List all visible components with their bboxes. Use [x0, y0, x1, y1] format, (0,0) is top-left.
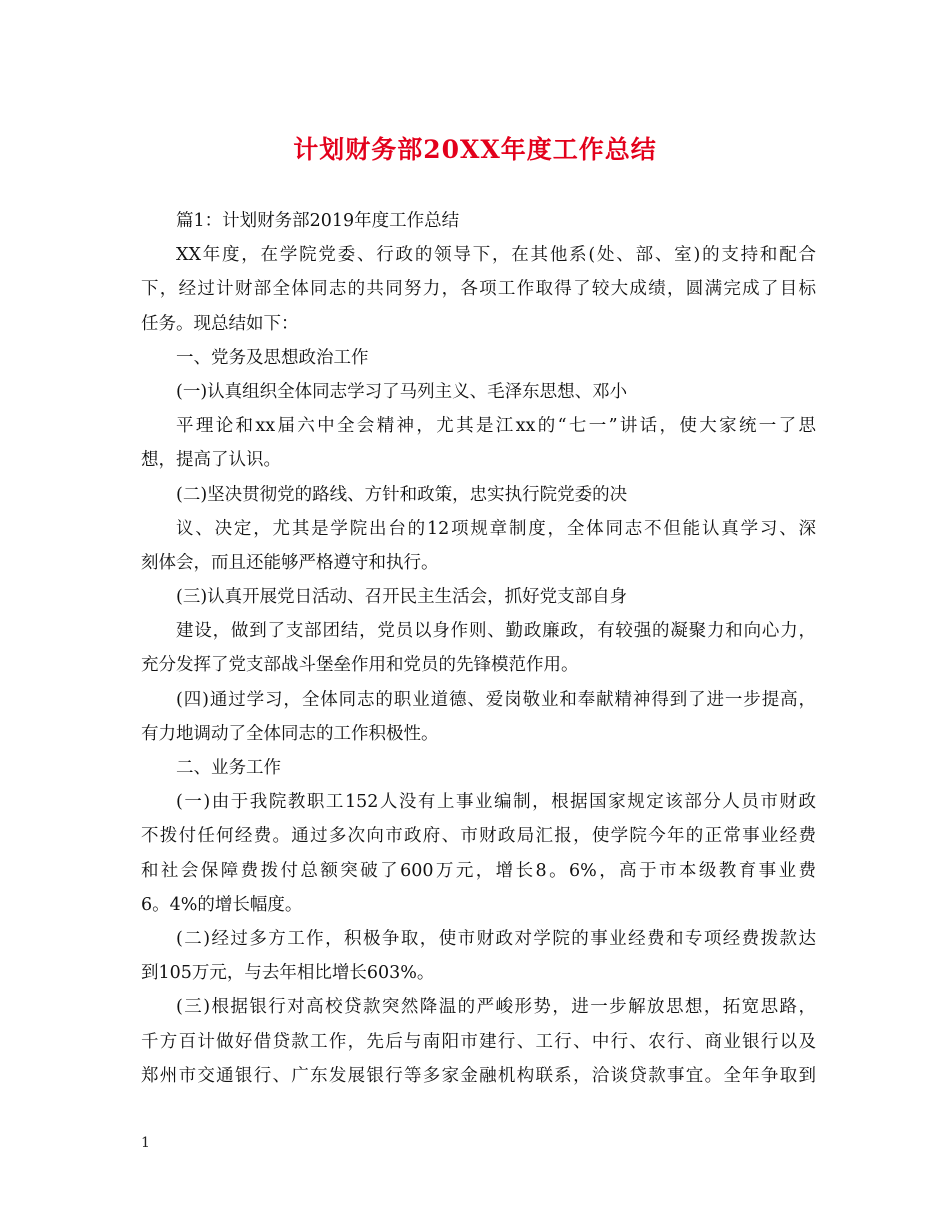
text-line: XX年度，在学院党委、行政的领导下，在其他系(处、部、室)的支持和配合	[176, 245, 816, 266]
text-line: 和社会保障费拨付总额突破了600万元，增长8。6%，高于市本级教育事业费	[141, 860, 816, 881]
text-line: (一)认真组织全体同志学习了马列主义、毛泽东思想、邓小	[176, 381, 628, 402]
text-line: 刻体会，而且还能够严格遵守和执行。	[141, 552, 439, 573]
text-line: 任务。现总结如下：	[141, 313, 299, 334]
text-line: 有力地调动了全体同志的工作积极性。	[141, 723, 439, 744]
text-line: 想，提高了认识。	[141, 450, 281, 471]
text-line: (四)通过学习，全体同志的职业道德、爱岗敬业和奉献精神得到了进一步提高，	[176, 689, 816, 710]
text-line: (三)根据银行对高校贷款突然降温的严峻形势，进一步解放思想，拓宽思路，	[176, 997, 816, 1018]
text-line: 6。4%的增长幅度。	[141, 894, 303, 915]
text-line: (二)坚决贯彻党的路线、方针和政策，忠实执行院党委的决	[176, 484, 628, 505]
text-line: 到105万元，与去年相比增长603%。	[141, 963, 435, 984]
section-heading: 一、党务及思想政治工作	[176, 347, 369, 368]
text-line: (二)经过多方工作，积极争取，使市财政对学院的事业经费和专项经费拨款达	[176, 928, 816, 949]
text-line: 建设，做到了支部团结，党员以身作则、勤政廉政，有较强的凝聚力和向心力，	[176, 621, 816, 642]
text-line: 不拨付任何经费。通过多次向市政府、市财政局汇报，使学院今年的正常事业经费	[141, 826, 816, 847]
document-title: 计划财务部20XX年度工作总结	[293, 135, 657, 164]
page-number: 1	[141, 1135, 150, 1151]
text-line: 郑州市交通银行、广东发展银行等多家金融机构联系，洽谈贷款事宜。全年争取到	[141, 1065, 816, 1086]
text-line: 千方百计做好借贷款工作，先后与南阳市建行、工行、中行、农行、商业银行以及	[141, 1031, 816, 1052]
text-line: 议、决定，尤其是学院出台的12项规章制度，全体同志不但能认真学习、深	[176, 518, 816, 539]
text-line: (一)由于我院教职工152人没有上事业编制，根据国家规定该部分人员市财政	[176, 792, 816, 813]
document-body	[141, 204, 816, 1093]
section-heading: 二、业务工作	[176, 758, 281, 778]
text-line: 平理论和xx届六中全会精神，尤其是江xx的“七一”讲话，使大家统一了思	[176, 416, 816, 437]
text-line: 篇1：计划财务部2019年度工作总结	[176, 211, 460, 231]
text-line: 充分发挥了党支部战斗堡垒作用和党员的先锋模范作用。	[141, 655, 579, 676]
text-line: (三)认真开展党日活动、召开民主生活会，抓好党支部自身	[176, 587, 628, 608]
text-line: 下，经过计财部全体同志的共同努力，各项工作取得了较大成绩，圆满完成了目标	[141, 279, 816, 300]
